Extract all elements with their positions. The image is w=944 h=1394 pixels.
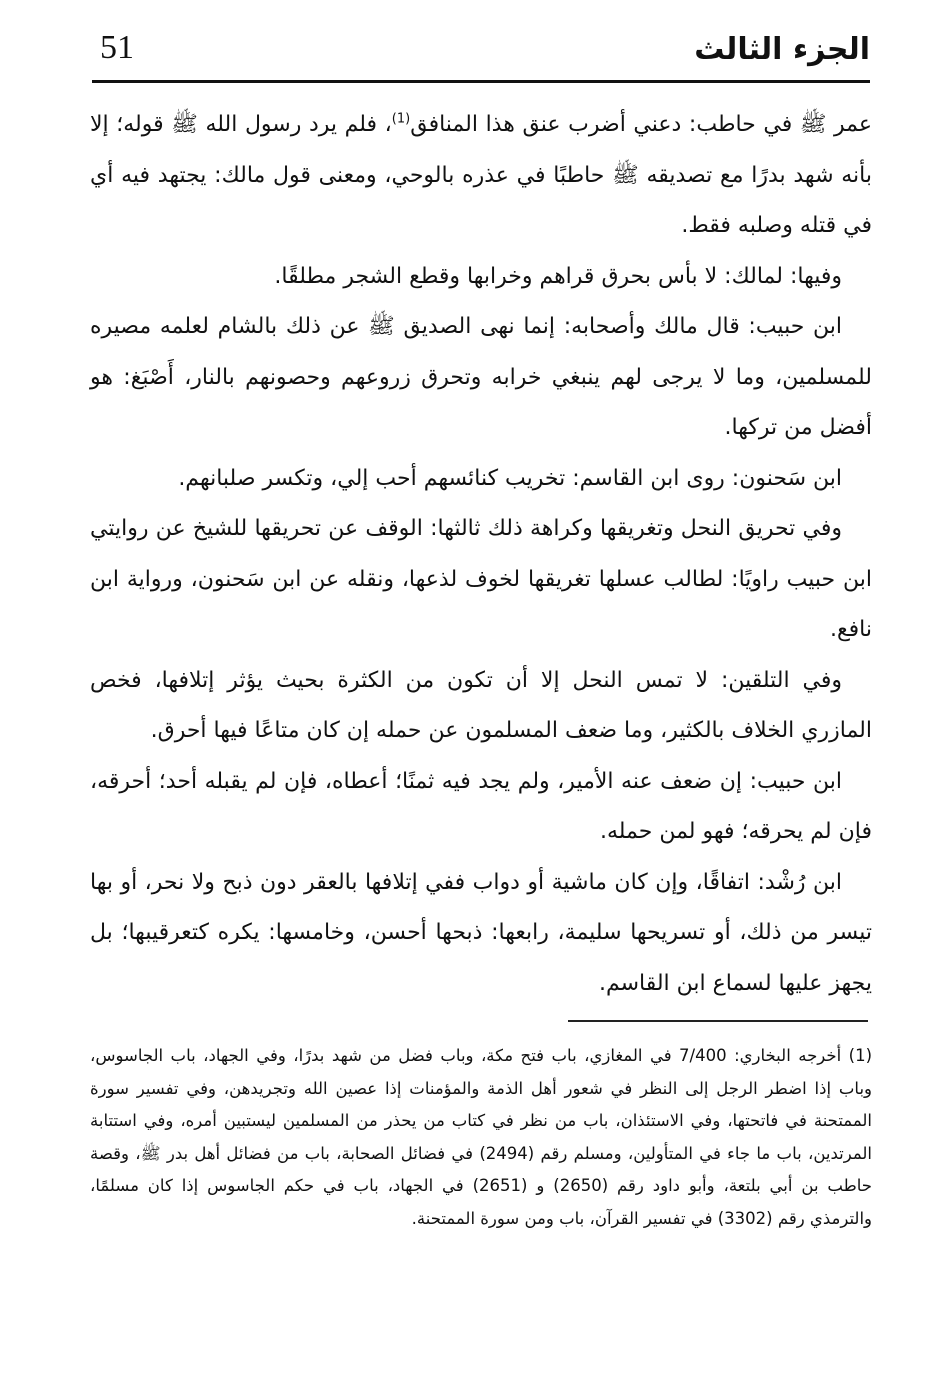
footnote-reference: (1) [391,111,411,127]
paragraph-2: وفيها: لمالك: لا بأس بحرق قراهم وخرابها وقطع الشجر مطلقًا. [274,263,842,289]
paragraph-1 [90,100,872,252]
paragraph-8: ابن رُشْد: اتفاقًا، وإن كان ماشية أو دواب ففي إتلافها بالعقر دون ذبح ولا نحر، أو بها تيسر من ذلك، أو تسريحها سليمة، رابعها: ذبحها أحسن، وخامسها: يكره كتعرقيبها؛ بل يجهز عليها لسماع ابن القاسم. [90,869,872,996]
paragraph-1-end: ، فلم يرد رسول الله ﷺ قوله؛ إلا بأنه شهد بدرًا مع تصديقه ﷺ حاطبًا في عذره بالوحي، ومعنى قول مالك: يجتهد فيه أي في قتله وصلبه فقط. [90,112,872,238]
footnote-1: (1) أخرجه البخاري: 7/400 في المغازي، باب فتح مكة، وباب فضل من شهد بدرًا، وفي الجهاد، باب الجاسوس، وباب إذا اضطر الرجل إلى النظر في شعور أهل الذمة والمؤمنات إذا عصين الله وتجريدهن، وفي تفسير سورة الممتحنة في فاتحتها، وفي الاستئذان، باب من نظر في كتاب من يحذر من المسلمين ليستبين أمره، وفي استتابة المرتدين، باب ما جاء في المتأولين، ومسلم رقم (2494) في فضائل الصحابة، باب من فضائل أهل بدر ﷺ، وقصة حاطب بن أبي بلتعة، وأبو داود رقم (2650) و (2651) في الجهاد، باب في حكم الجاسوس إذا كان مسلمًا، والترمذي رقم (3302) في تفسير القرآن، باب ومن سورة الممتحنة. [90,1046,872,1228]
paragraph-5: وفي تحريق النحل وتغريقها وكراهة ذلك ثالثها: الوقف عن تحريقها للشيخ عن روايتي ابن حبيب راويًا: لطالب عسلها تغريقها لخوف لذعها، ونقله عن ابن سَحنون، ورواية ابن نافع. [90,516,872,642]
page-header [92,26,870,78]
running-title: الجزء الثالث [694,32,870,67]
paragraph-6: وفي التلقين: لا تمس النحل إلا أن تكون من الكثرة بحيث يؤثر إتلافها، فخص المازري الخلاف بالكثير، وما ضعف المسلمون عن حمله إن كان متاعًا فيها أحرق. [90,667,872,743]
footnotes [90,1040,872,1235]
paragraph-4: ابن سَحنون: روى ابن القاسم: تخريب كنائسهم أحب إلي، وتكسر صلبانهم. [178,465,842,491]
page-number: 51 [100,29,134,66]
paragraph-3: ابن حبيب: قال مالك وأصحابه: إنما نهى الصديق ﷺ عن ذلك بالشام لعلمه مصيره للمسلمين، وما لا يرجى لهم ينبغي خرابه وتحرق زروعهم وحصونهم بالنار، أَصْبَغ: هو أفضل من تركها. [90,314,872,440]
paragraph-7: ابن حبيب: إن ضعف عنه الأمير، ولم يجد فيه ثمنًا؛ أعطاه، فإن لم يقبله أحد؛ أحرقه، فإن لم يحرقه؛ فهو لمن حمله. [90,768,872,844]
paragraph-1-start: عمر ﷺ في حاطب: دعني أضرب عنق هذا المنافق [410,112,872,137]
header-rule [92,80,870,83]
main-text [90,100,872,1009]
footnote-separator [568,1020,868,1022]
